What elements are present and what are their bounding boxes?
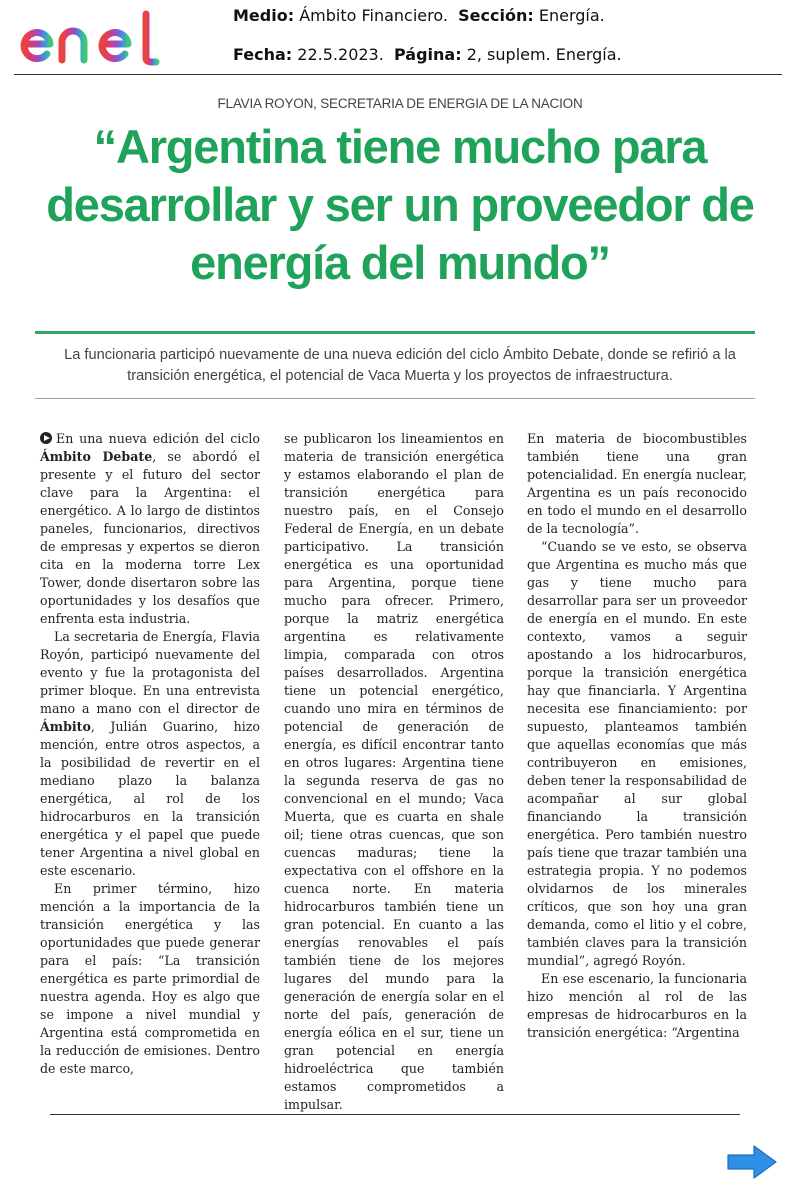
pagina-value: 2, suplem. Energía. (466, 45, 622, 64)
column-1-paragraph-2: La secretaria de Energía, Flavia Royón, participó nuevamente del evento y fue la protagonista del primer bloque. En una entrevista mano a mano con el director de Ámbito, Julián Guarino, hizo mención, entre otros aspectos, a la posibilidad de revertir en el mediano plazo la balanza energética, al rol de los hidrocarburos en la transición energética y el papel que puede tener Argentina a nivel global en este escenario. (40, 629, 260, 878)
fecha-value: 22.5.2023. (297, 45, 384, 64)
article-column-2 (284, 430, 504, 1114)
deck-divider (35, 398, 755, 399)
column-3-paragraph-2: “Cuando se ve esto, se observa que Argentina es mucho más que gas y tiene mucho para desarrollar para ser un proveedor de energía en el mundo. En este contexto, vamos a seguir apostando a los hidrocarburos, porque la transición energética hay que financiarla. Y Argentina necesita ese financiamiento: por supuesto, planteamos también que aquellas economías que más contribuyeron en emisiones, deben tener la responsabilidad de acompañar al sur global financiando la transición energética. Pero también nuestro país tiene que trazar también una estrategia propia. Y no podemos olvidarnos de los minerales críticos, que son hoy una gran demanda, como el litio y el cobre, también claves para la transición mundial”, agregó Royón. (527, 539, 747, 968)
headline-divider (35, 331, 755, 334)
column-3-paragraph-3: En ese escenario, la funcionaria hizo mención al rol de las empresas de hidrocarburos en la transición energética: “Argentina (527, 971, 747, 1040)
column-2-paragraph-1: se publicaron los lineamientos en materia de transición energética y estamos elaborando el plan de transición energética para nuestro país, en el Consejo Federal de Energía, en un debate participativo. La transición energética es una oportunidad para Argentina, porque tiene mucho para ofrecer. Primero, porque la matriz energética argentina es relativamente limpia, comparada con otros países desarrollados. Argentina tiene un potencial energético, cuando uno mira en términos de potencial de generación de energía, es difícil encontrar tanto en otros lugares: Argentina tiene la segunda reserva de gas no convencional en el mundo; Vaca Muerta, que es cuarta en shale oil; tiene otras cuencas, que son cuencas maduras; tiene la expectativa con el offshore en la cuenca norte. En materia hidrocarburos también tiene un gran potencial. En cuanto a las energías renovables el país también tiene de los mejores lugares del mundo para la generación de energía solar en el norte del país, generación de energía eólica en el sur, tiene un gran potencial en energía hidroeléctrica que también estamos comprometidos a impulsar. (284, 431, 504, 1112)
header-divider (14, 74, 782, 75)
fecha-label: Fecha: (233, 45, 293, 64)
enel-logo (18, 6, 178, 68)
medio-label: Medio: (233, 6, 295, 25)
seccion-label: Sección: (458, 6, 534, 25)
clipping-meta-line-2 (233, 45, 622, 64)
play-bullet-icon (40, 432, 52, 444)
article-column-3 (527, 430, 747, 1042)
column-1-paragraph-3: En primer término, hizo mención a la importancia de la transición energética y las oportunidades que puede generar para el país: “La transición energética es parte primordial de nuestra agenda. Hoy es algo que se impone a nivel mundial y Argentina está comprometida en la reducción de emisiones. Dentro de este marco, (40, 881, 260, 1076)
column-1-paragraph-1: En una nueva edición del ciclo Ámbito Debate, se abordó el presente y el futuro del sector clave para la Argentina: el energético. A lo largo de distintos paneles, funcionarios, directivos de empresas y expertos se dieron cita en la moderna torre Lex Tower, donde disertaron sobre las oportunidades y los desafíos que enfrenta esta industria. (40, 431, 260, 626)
article-deck: La funcionaria participó nuevamente de una nueva edición del ciclo Ámbito Debate, donde se refirió a la transición energética, el potencial de Vaca Muerta y los proyectos de infraestructura. (64, 347, 736, 384)
clipping-meta-line-1 (233, 6, 605, 25)
footer-divider (50, 1114, 740, 1115)
pagina-label: Página: (393, 45, 462, 64)
article-column-1 (40, 430, 260, 1078)
arrow-right-icon (726, 1144, 778, 1180)
seccion-value: Energía. (538, 6, 605, 25)
next-page-button[interactable] (726, 1144, 778, 1180)
column-3-paragraph-1: En materia de biocombustibles también tiene una gran potencialidad. En energía nuclear, Argentina es un país reconocido en todo el mundo en el desarrollo de la tecnología”. (527, 431, 747, 536)
article-kicker: FLAVIA ROYON, SECRETARIA DE ENERGIA DE LA NACION (217, 96, 583, 111)
medio-value: Ámbito Financiero. (299, 6, 448, 25)
article-headline: “Argentina tiene mucho para desarrollar y ser un proveedor de energía del mundo” (46, 120, 754, 289)
